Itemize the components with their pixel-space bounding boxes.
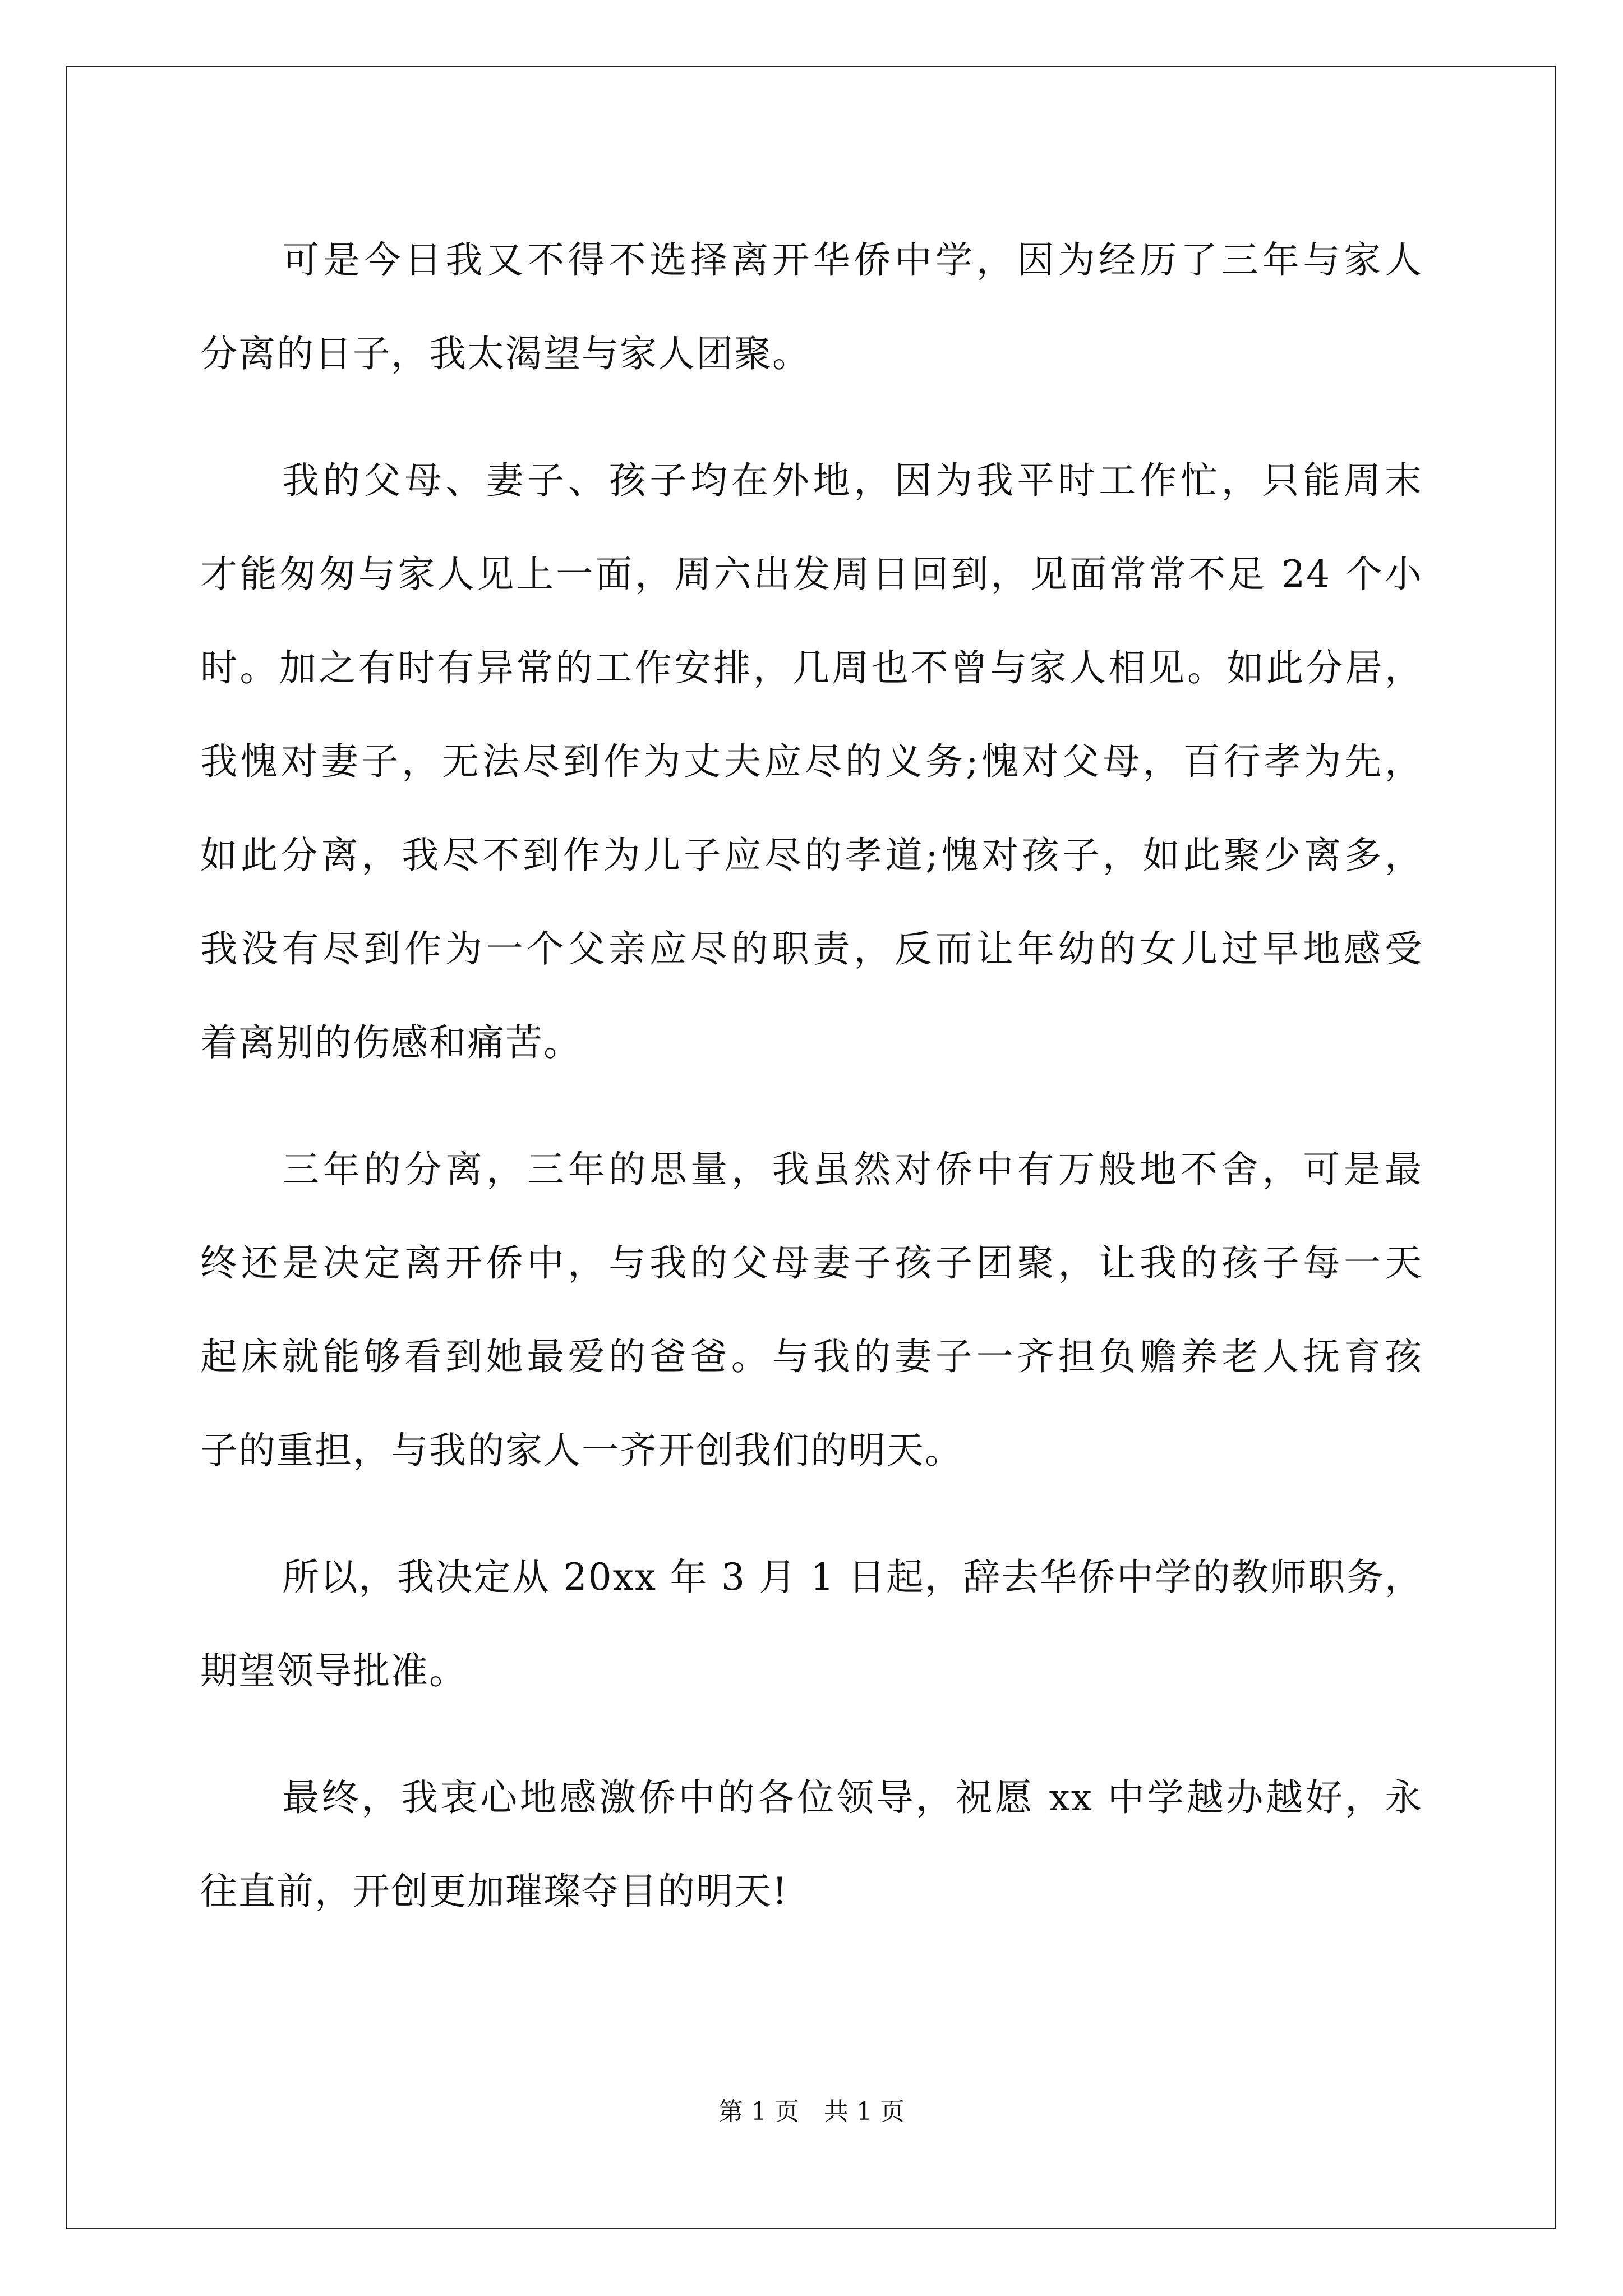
text-line: 期望领导批准。 <box>200 1649 467 1692</box>
text-line: 我愧对妻子，无法尽到作为丈夫应尽的义务;愧对父母，百行孝为先， <box>200 740 1423 783</box>
text-line: 子的重担，与我的家人一齐开创我们的明天。 <box>200 1429 963 1472</box>
text-line: 才能匆匆与家人见上一面，周六出发周日回到，见面常常不足 24 个小 <box>200 553 1423 596</box>
paragraph-2 <box>200 434 1423 1089</box>
text-line: 最终，我衷心地感激侨中的各位领导，祝愿 xx 中学越办越好，永 <box>282 1776 1423 1819</box>
text-line: 所以，我决定从 20xx 年 3 月 1 日起，辞去华侨中学的教师职务， <box>282 1556 1423 1599</box>
text-line: 我的父母、妻子、孩子均在外地，因为我平时工作忙，只能周末 <box>282 459 1423 502</box>
text-line: 起床就能够看到她最爱的爸爸。与我的妻子一齐担负赡养老人抚育孩 <box>200 1335 1423 1378</box>
paragraph-4 <box>200 1530 1423 1718</box>
text-line: 时。加之有时有异常的工作安排，几周也不曾与家人相见。如此分居， <box>200 646 1423 689</box>
page-number-footer: 第 1 页 共 1 页 <box>718 2097 905 2126</box>
text-line: 着离别的伤感和痛苦。 <box>200 1021 582 1064</box>
paragraph-5 <box>200 1751 1423 1938</box>
text-line: 如此分离，我尽不到作为儿子应尽的孝道;愧对孩子，如此聚少离多， <box>200 834 1423 877</box>
text-line: 我没有尽到作为一个父亲应尽的职责，反而让年幼的女儿过早地感受 <box>200 927 1423 970</box>
text-line: 分离的日子，我太渴望与家人团聚。 <box>200 332 810 375</box>
text-line: 可是今日我又不得不选择离开华侨中学，因为经历了三年与家人 <box>282 238 1423 282</box>
text-line: 三年的分离，三年的思量，我虽然对侨中有万般地不舍，可是最 <box>282 1148 1423 1191</box>
text-line: 往直前，开创更加璀璨夺目的明天! <box>200 1870 789 1913</box>
paragraph-1 <box>200 213 1423 401</box>
paragraph-3 <box>200 1122 1423 1497</box>
text-line: 终还是决定离开侨中，与我的父母妻子孩子团聚，让我的孩子每一天 <box>200 1241 1423 1285</box>
document-body <box>200 213 1423 1971</box>
